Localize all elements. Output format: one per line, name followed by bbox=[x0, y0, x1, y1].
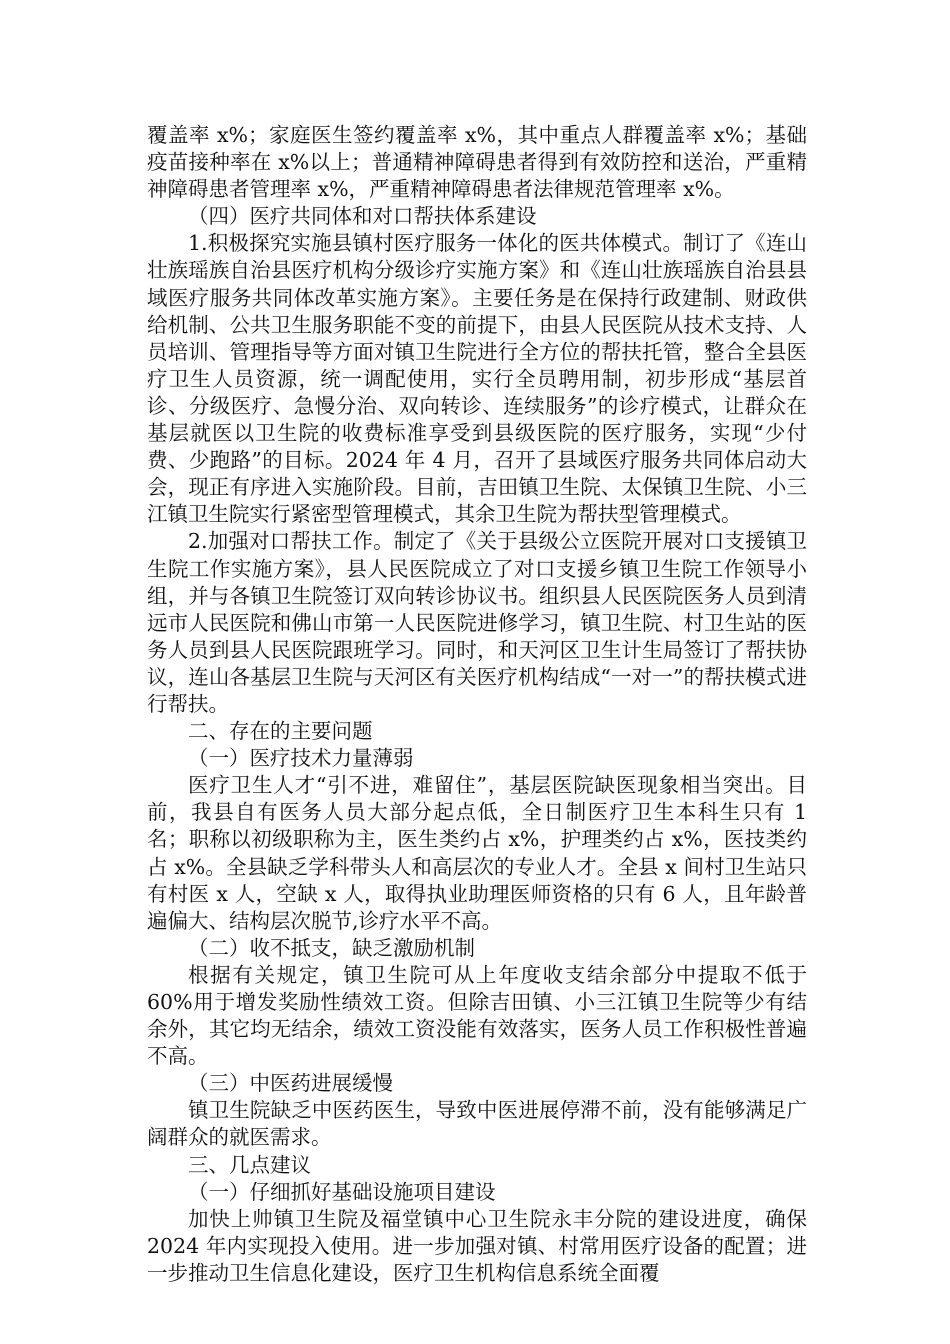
section-heading-2-3: （三）中医药进展缓慢 bbox=[188, 1071, 393, 1096]
section-heading-2-2: （二）收不抵支，缺乏激励机制 bbox=[188, 935, 475, 960]
paragraph-4: 医疗卫生人才“引不进，难留住”，基层医院缺医现象相当突出。目前，我县自有医务人员大部分起点低，全日制医疗卫生本科生只有 1 名；职称以初级职称为主，医生类约占 x%，护理类约占 x%，医技类约占 x%。全县缺乏学科带头人和高层次的专业人才。全县 x 间村卫生站只有村医 x 人，空缺 x 人，取得执业助理医师资格的只有 6 人，且年龄普遍偏大、结构层次脱节,诊疗水平不高。 bbox=[147, 773, 807, 933]
section-heading-2-1: （一）医疗技术力量薄弱 bbox=[188, 746, 414, 771]
section-heading-4: （四）医疗共同体和对口帮扶体系建设 bbox=[188, 204, 537, 229]
paragraph-3: 2.加强对口帮扶工作。制定了《关于县级公立医院开展对口支援镇卫生院工作实施方案》，县人民医院成立了对口支援乡镇卫生院工作领导小组，并与各镇卫生院签订双向转诊协议书。组织县人民医院医务人员到清远市人民医院和佛山市第一人民医院进修学习，镇卫生院、村卫生站的医务人员到县人民医院跟班学习。同时，和天河区卫生计生局签订了帮扶协议，连山各基层卫生院与天河区有关医疗机构结成“一对一”的帮扶模式进行帮扶。 bbox=[147, 529, 807, 716]
paragraph-6: 镇卫生院缺乏中医药医生，导致中医进展停滞不前，没有能够满足广阔群众的就医需求。 bbox=[147, 1098, 807, 1150]
paragraph-1: 覆盖率 x%；家庭医生签约覆盖率 x%，其中重点人群覆盖率 x%；基础疫苗接种率在 x%以上；普通精神障碍患者得到有效防控和送治，严重精神障碍患者管理率 x%，严重精神障碍患者法律规范管理率 x%。 bbox=[147, 123, 807, 202]
section-heading-3-1: （一）仔细抓好基础设施项目建设 bbox=[188, 1179, 496, 1204]
paragraph-7: 加快上帅镇卫生院及福堂镇中心卫生院永丰分院的建设进度，确保 2024 年内实现投入使用。进一步加强对镇、村常用医疗设备的配置；进一步推动卫生信息化建设，医疗卫生机构信息系统全面覆 bbox=[147, 1206, 807, 1285]
chapter-heading-2: 二、存在的主要问题 bbox=[188, 719, 373, 744]
paragraph-5: 根据有关规定，镇卫生院可从上年度收支结余部分中提取不低于 60%用于增发奖励性绩效工资。但除吉田镇、小三江镇卫生院等少有结余外，其它均无结余，绩效工资没能有效落实，医务人员工作积极性普遍不高。 bbox=[147, 962, 807, 1069]
document-body bbox=[147, 122, 807, 1287]
chapter-heading-3: 三、几点建议 bbox=[188, 1152, 311, 1177]
paragraph-2: 1.积极探究实施县镇村医疗服务一体化的医共体模式。制订了《连山壮族瑶族自治县医疗机构分级诊疗实施方案》和《连山壮族瑶族自治县县域医疗服务共同体改革实施方案》。主要任务是在保持行政建制、财政供给机制、公共卫生服务职能不变的前提下，由县人民医院从技术支持、人员培训、管理指导等方面对镇卫生院进行全方位的帮扶托管，整合全县医疗卫生人员资源，统一调配使用，实行全员聘用制，初步形成“基层首诊、分级医疗、急慢分治、双向转诊、连续服务”的诊疗模式，让群众在基层就医以卫生院的收费标准享受到县级医院的医疗服务，实现“少付费、少跑路”的目标。2024 年 4 月，召开了县域医疗服务共同体启动大会，现正有序进入实施阶段。目前，吉田镇卫生院、太保镇卫生院、小三江镇卫生院实行紧密型管理模式，其余卫生院为帮扶型管理模式。 bbox=[147, 231, 807, 527]
